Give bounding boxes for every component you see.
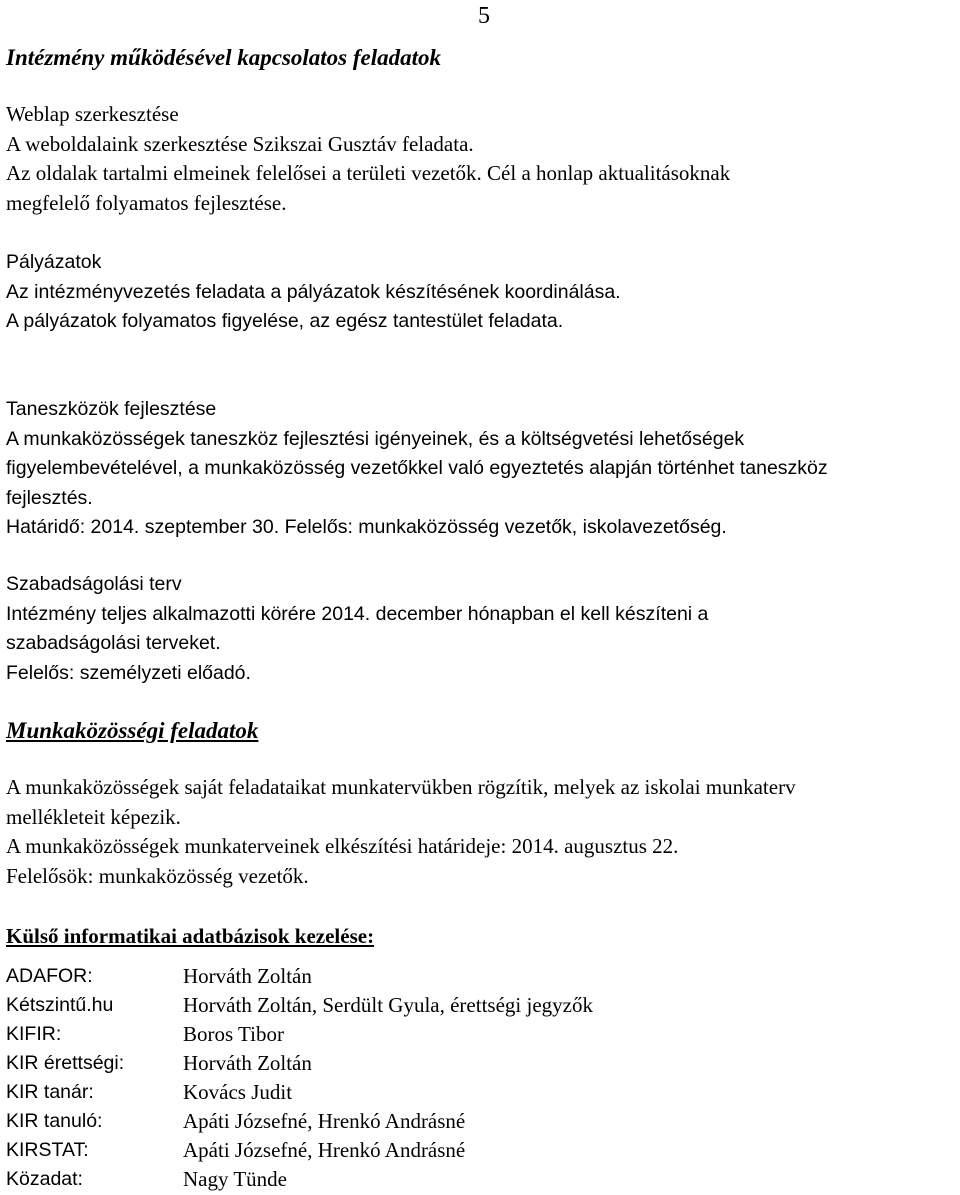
row-value: Nagy Tünde: [183, 1167, 288, 1191]
weblap-line: A weboldalaink szerkesztése Szikszai Gusztáv feladata.: [6, 131, 474, 156]
weblap-heading: Weblap szerkesztése: [6, 102, 179, 126]
palyazatok-heading: Pályázatok: [6, 251, 102, 273]
taneszkozok-line: figyelembevételével, a munkaközösség vezetőkkel való egyeztetés alapján történhet taneszköz: [6, 457, 828, 479]
table-row: [6, 1020, 593, 1049]
row-key: KIR tanuló:: [6, 1110, 103, 1132]
palyazatok-line: Az intézményvezetés feladata a pályázatok készítésének koordinálása.: [6, 280, 621, 303]
szabadsag-heading: Szabadságolási terv: [6, 573, 182, 595]
row-value: Horváth Zoltán: [183, 1051, 312, 1075]
row-key: Közadat:: [6, 1168, 83, 1190]
section-title-munkakozossegi: Munkaközösségi feladatok: [6, 718, 259, 743]
row-key: Kétszintű.hu: [6, 994, 114, 1016]
palyazatok-line: A pályázatok folyamatos figyelése, az egész tantestület feladata.: [6, 310, 564, 332]
taneszkozok-line: A munkaközösségek taneszköz fejlesztési igényeinek, és a költségvetési lehetőségek: [6, 427, 745, 450]
weblap-line: Az oldalak tartalmi elmeinek felelősei a területi vezetők. Cél a honlap aktualitásoknak: [6, 161, 731, 185]
table-row: [6, 1078, 593, 1107]
taneszkozok-line: Határidő: 2014. szeptember 30. Felelős: munkaközösség vezetők, iskolavezetőség.: [6, 516, 727, 538]
szabadsag-line: szabadságolási terveket.: [6, 632, 221, 654]
table-row: [6, 1136, 593, 1165]
munkakozossegi-line: A munkaközösségek munkaterveinek elkészítési határideje: 2014. augusztus 22.: [6, 834, 679, 858]
palyazatok-block: [6, 248, 958, 337]
weblap-block: [6, 100, 958, 218]
row-value: Kovács Judit: [183, 1080, 293, 1104]
row-key: KIRSTAT:: [6, 1139, 89, 1161]
row-key: KIR érettségi:: [6, 1052, 125, 1074]
section-title-kulso: Külső informatikai adatbázisok kezelése:: [6, 924, 375, 948]
weblap-line: megfelelő folyamatos fejlesztése.: [6, 190, 287, 215]
row-value: Horváth Zoltán: [183, 964, 312, 988]
munkakozossegi-line: Felelősök: munkaközösség vezetők.: [6, 863, 309, 888]
row-value: Apáti Józsefné, Hrenkó Andrásné: [183, 1109, 466, 1133]
munkakozossegi-block: [6, 773, 958, 891]
szabadsag-line: Intézmény teljes alkalmazotti körére 2014. december hónapban el kell készíteni a: [6, 602, 709, 625]
table-row: [6, 1049, 593, 1078]
row-value: Apáti Józsefné, Hrenkó Andrásné: [183, 1138, 466, 1162]
row-value: Horváth Zoltán, Serdült Gyula, érettségi jegyzők: [183, 993, 593, 1017]
table-row: [6, 1165, 593, 1194]
database-table: [6, 962, 593, 1194]
row-key: KIR tanár:: [6, 1081, 94, 1103]
row-key: ADAFOR:: [6, 965, 93, 987]
szabadsag-block: [6, 570, 958, 688]
row-key: KIFIR:: [6, 1023, 62, 1045]
munkakozossegi-line: mellékleteit képezik.: [6, 804, 181, 829]
table-row: [6, 1107, 593, 1136]
taneszkozok-heading: Taneszközök fejlesztése: [6, 398, 217, 420]
section-title-intezmeny: Intézmény működésével kapcsolatos feladatok: [6, 45, 442, 70]
page-number: 5: [478, 3, 490, 29]
table-row: [6, 991, 593, 1020]
table-row: [6, 962, 593, 991]
taneszkozok-line: fejlesztés.: [6, 486, 93, 509]
row-value: Boros Tibor: [183, 1022, 284, 1046]
szabadsag-line: Felelős: személyzeti előadó.: [6, 661, 251, 684]
taneszkozok-block: [6, 395, 958, 543]
munkakozossegi-line: A munkaközösségek saját feladataikat munkatervükben rögzítik, melyek az iskolai munkaterv: [6, 775, 796, 799]
